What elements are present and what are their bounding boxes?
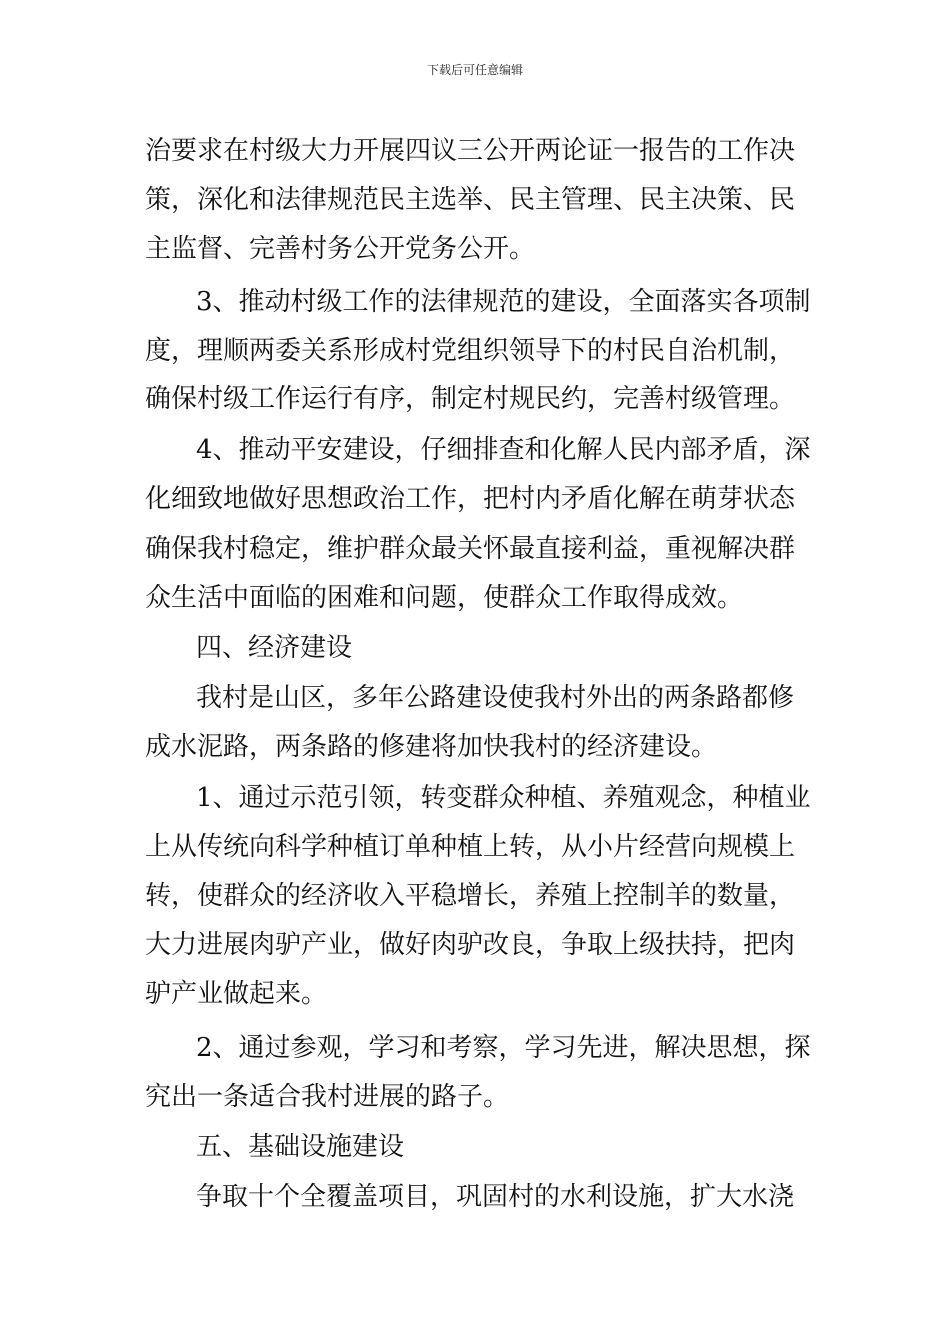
text-line: 度，理顺两委关系形成村党组织领导下的村民自治机制，: [145, 336, 796, 366]
text-line: 主监督、完善村务公开党务公开。: [145, 234, 536, 264]
section-heading: 五、基础设施建设: [196, 1132, 405, 1162]
text-line: 4、推动平安建设，仔细排查和化解人民内部矛盾，深: [196, 435, 811, 465]
text-line: 我村是山区，多年公路建设使我村外出的两条路都修: [196, 683, 795, 713]
text-line: 大力进展肉驴产业，做好肉驴改良，争取上级扶持，把肉: [145, 930, 796, 960]
text-line: 确保我村稳定，维护群众最关怀最直接利益，重视解决群: [145, 534, 796, 564]
section-heading: 四、经济建设: [196, 633, 353, 663]
text-line: 驴产业做起来。: [145, 979, 328, 1009]
text-line: 确保村级工作运行有序，制定村规民约，完善村级管理。: [145, 384, 796, 414]
text-line: 成水泥路，两条路的修建将加快我村的经济建设。: [145, 732, 718, 762]
text-line: 上从传统向科学种植订单种植上转，从小片经营向规模上: [145, 832, 796, 862]
text-line: 治要求在村级大力开展四议三公开两论证一报告的工作决: [145, 136, 796, 166]
text-line: 策，深化和法律规范民主选举、民主管理、民主决策、民: [145, 185, 796, 215]
text-line: 争取十个全覆盖项目，巩固村的水利设施，扩大水浇: [196, 1182, 795, 1212]
text-line: 3、推动村级工作的法律规范的建设，全面落实各项制: [196, 287, 811, 317]
text-line: 化细致地做好思想政治工作，把村内矛盾化解在萌芽状态: [145, 484, 796, 514]
text-line: 转，使群众的经济收入平稳增长，养殖上控制羊的数量，: [145, 881, 796, 911]
text-line: 2、通过参观，学习和考察，学习先进，解决思想，探: [196, 1033, 811, 1063]
text-line: 1、通过示范引领，转变群众种植、养殖观念，种植业: [196, 783, 811, 813]
page-header: 下载后可任意编辑: [426, 63, 523, 77]
text-line: 究出一条适合我村进展的路子。: [145, 1082, 510, 1112]
text-line: 众生活中面临的困难和问题，使群众工作取得成效。: [145, 583, 744, 613]
